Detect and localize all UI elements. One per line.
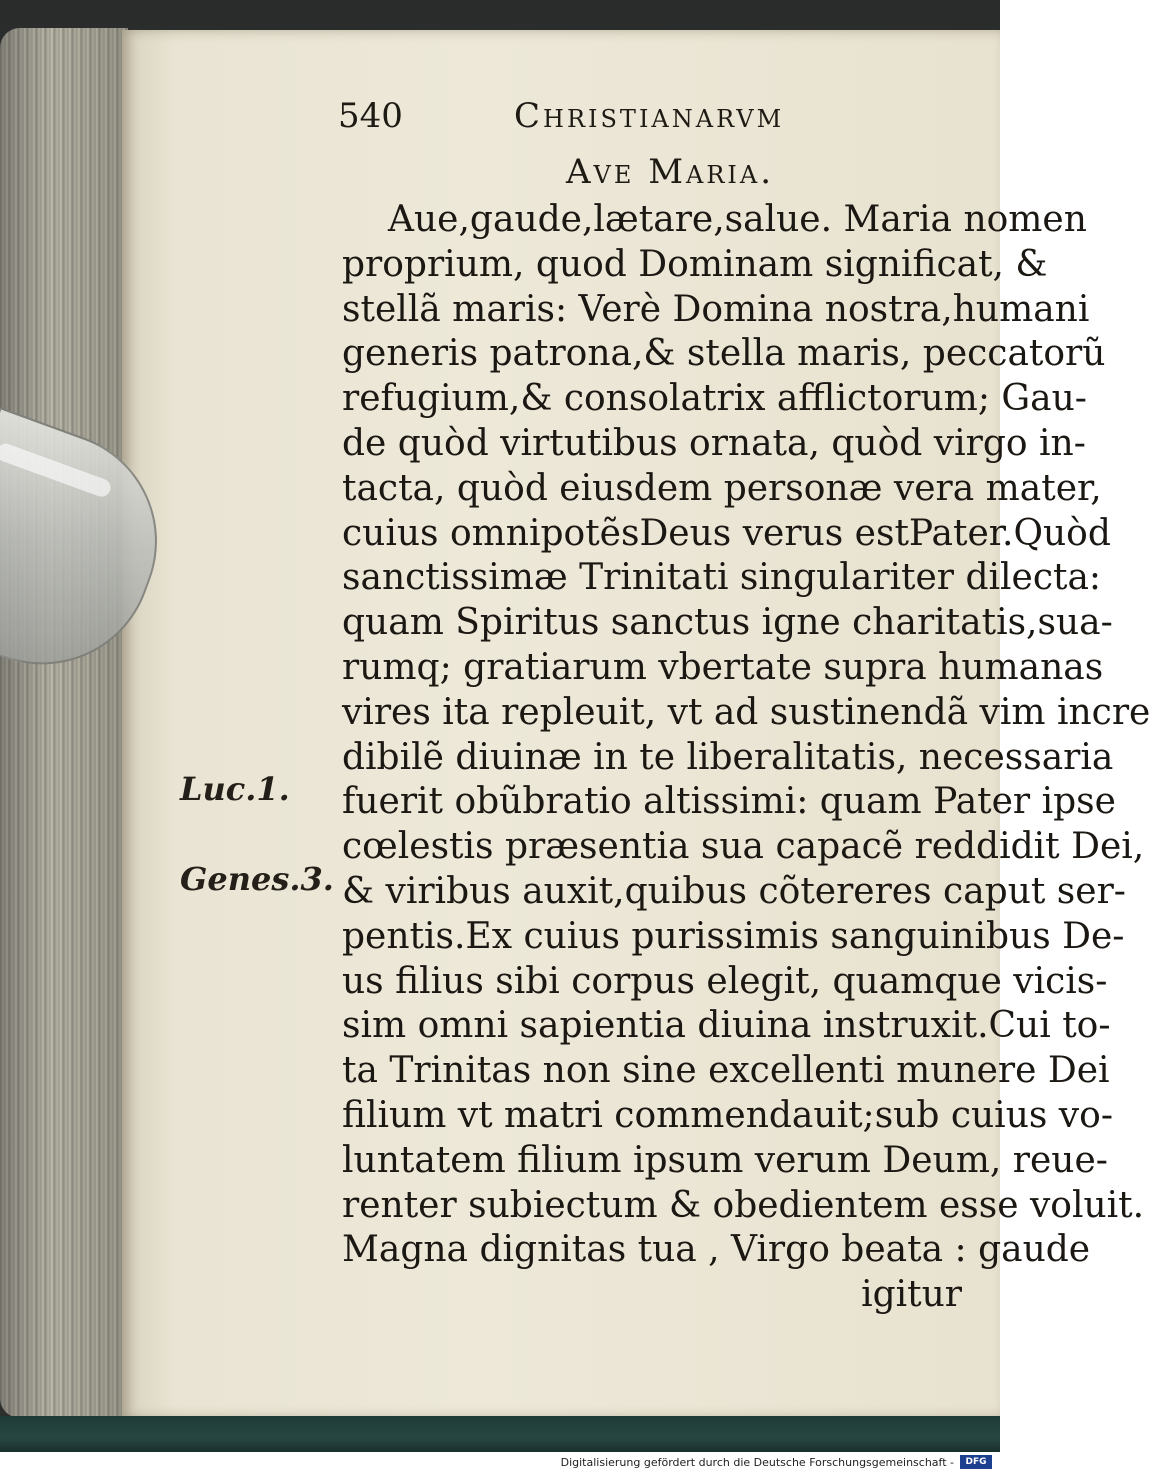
text-line: filium vt matri commendauit;sub cuius vo-: [342, 1094, 1113, 1136]
text-line: Magna dignitas tua , Virgo beata : gaude: [342, 1229, 1091, 1271]
catchword: igitur: [861, 1274, 962, 1316]
text-line: fuerit obũbratio altissimi: quam Pater ipse: [342, 781, 1116, 823]
running-head: Christianarvm: [514, 96, 785, 136]
text-line: cœlestis præsentia sua capacẽ reddidit Dei,: [342, 826, 1145, 868]
text-line: & viribus auxit,quibus cõtereres caput ser-: [342, 870, 1126, 912]
text-line: pentis.Ex cuius purissimis sanguinibus De-: [342, 915, 1125, 957]
text-line: renter subiectum & obedientem esse voluit.: [342, 1184, 1145, 1226]
text-line: quam Spiritus sanctus igne charitatis,sua-: [342, 602, 1113, 644]
book-clip-highlight: [0, 441, 113, 499]
text-line: luntatem filium ipsum verum Deum, reue-: [342, 1139, 1108, 1181]
prayer-title: Ave Maria.: [566, 152, 775, 192]
text-line: refugium,& consolatrix afflictorum; Gau-: [342, 378, 1087, 420]
text-line: tacta, quòd eiusdem personæ vera mater,: [342, 467, 1102, 509]
text-line: rumq; gratiarum vbertate supra humanas: [342, 646, 1104, 688]
text-line: Aue,gaude,lætare,salue. Maria nomen: [388, 199, 1087, 240]
text-line: stellã maris: Verè Domina nostra,humani: [342, 288, 1090, 330]
text-line: ta Trinitas non sine excellenti munere Dei: [342, 1050, 1110, 1092]
text-line: dibilẽ diuinæ in te liberalitatis, necessaria: [342, 736, 1114, 778]
text-line: us filius sibi corpus elegit, quamque vicis-: [342, 960, 1108, 1002]
text-line: vires ita repleuit, vt ad sustinendã vim incre: [342, 691, 1150, 733]
text-line: sim omni sapientia diuina instruxit.Cui to-: [342, 1005, 1111, 1047]
text-line: de quòd virtutibus ornata, quòd virgo in-: [342, 422, 1086, 464]
page-number: 540: [338, 96, 403, 136]
marginal-note: Luc.1.: [180, 770, 290, 808]
marginal-note: Genes.3.: [180, 860, 334, 898]
footer-credit: Digitalisierung gefördert durch die Deutsche Forschungsgemeinschaft -: [560, 1456, 954, 1469]
text-line: sanctissimæ Trinitati singulariter dilecta:: [342, 557, 1102, 599]
text-line: generis patrona,& stella maris, peccatorũ: [342, 333, 1106, 375]
body-text: [342, 198, 1150, 1318]
dfg-logo: DFG: [960, 1455, 992, 1469]
book-cover-bottom: [0, 1416, 1000, 1452]
text-line: cuius omnipotẽsDeus verus estPater.Quòd: [342, 512, 1111, 554]
page-edges-shade: [0, 28, 128, 1418]
text-line: proprium, quod Dominam significat, &: [342, 243, 1048, 285]
